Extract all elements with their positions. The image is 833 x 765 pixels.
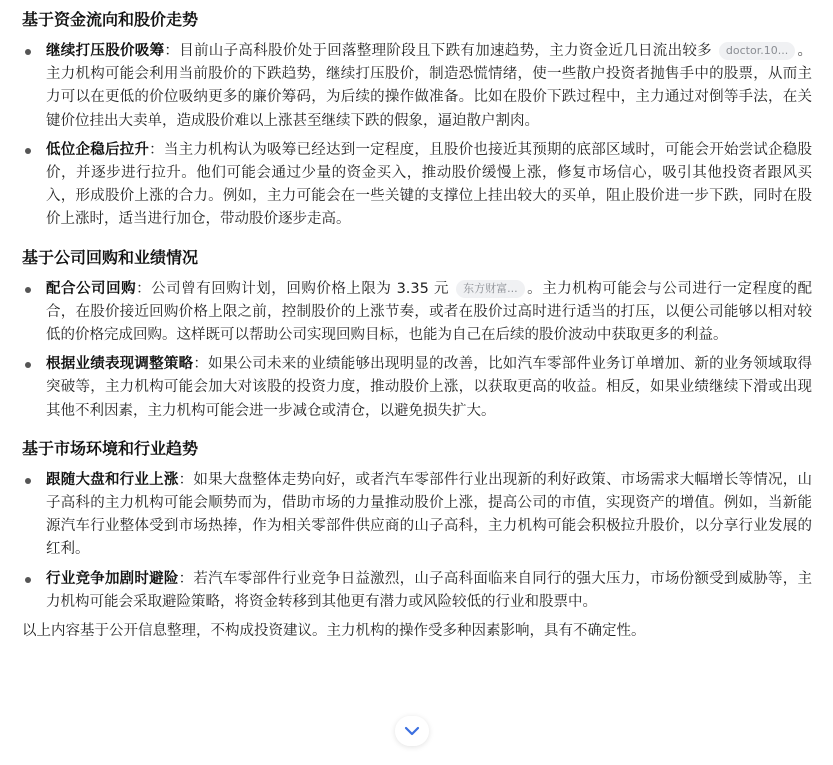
item-list	[22, 469, 812, 614]
list-item	[22, 353, 812, 423]
citation-chip[interactable]: 东方财富...	[456, 280, 525, 298]
item-list	[22, 278, 812, 423]
bullet-dot	[25, 287, 31, 293]
item-title: 行业竞争加剧时避险	[46, 570, 179, 587]
section-title: 基于公司回购和业绩情况	[22, 247, 199, 267]
list-item	[22, 40, 812, 133]
chevron-down-icon	[404, 726, 420, 736]
answer-content	[22, 8, 812, 643]
item-text-continued: 。主力机构可能会与公司进行一定程度的配合，在股价接近回购价格上限之前，控制股价的上涨节奏，或者在股价过高时进行适当的打压，以便公司能够以相对较低的价格完成回购。这样既可以帮助公司实现回购目标，也能为自己在后续的股价波动中获取更多的利益。	[46, 280, 813, 344]
item-title: 继续打压股价吸筹	[46, 43, 165, 59]
bullet-dot	[25, 362, 31, 368]
list-item	[22, 139, 812, 232]
item-text: ：若汽车零部件行业竞争日益激烈，山子高科面临来自同行的强大压力，市场份额受到威胁等，主力机构可能会采取避险策略，将资金转移到其他更有潜力或风险较低的行业和股票中。	[46, 570, 813, 610]
item-list	[22, 40, 812, 232]
item-text: ：目前山子高科股价处于回落整理阶段且下跌有加速趋势，主力资金近几日流出较多	[164, 43, 712, 59]
section-fund-flow	[22, 8, 812, 232]
citation-chip[interactable]: doctor.10...	[719, 42, 795, 60]
list-item	[22, 568, 812, 614]
bullet-dot	[25, 478, 31, 484]
list-item	[22, 469, 812, 562]
item-text: ：如果公司未来的业绩能够出现明显的改善，比如汽车零部件业务订单增加、新的业务领域取得突破等，主力机构可能会加大对该股的投资力度，推动股价上涨，以获取更高的收益。相反，如果业绩继续下滑或出现其他不利因素，主力机构可能会进一步减仓或清仓，以避免损失扩大。	[46, 356, 813, 419]
section-market-industry	[22, 437, 812, 614]
item-title: 根据业绩表现调整策略	[46, 356, 194, 373]
item-title: 配合公司回购	[46, 280, 137, 297]
bullet-dot	[25, 49, 31, 55]
disclaimer-text: 以上内容基于公开信息整理，不构成投资建议。主力机构的操作受多种因素影响，具有不确定性。	[22, 623, 646, 640]
section-title: 基于市场环境和行业趋势	[22, 438, 199, 458]
item-title: 低位企稳后拉升	[46, 141, 150, 158]
scroll-to-bottom-button[interactable]	[395, 716, 429, 746]
list-item	[22, 278, 812, 348]
item-title: 跟随大盘和行业上涨	[46, 471, 179, 488]
item-text: ：当主力机构认为吸筹已经达到一定程度，且股价也接近其预期的底部区域时，可能会开始尝试企稳股价，并逐步进行拉升。他们可能会通过少量的资金买入，推动股价缓慢上涨，修复市场信心，吸引其他投资者跟风买入，形成股价上涨的合力。例如，主力可能会在一些关键的支撑位上挂出较大的买单，阻止股价进一步下跌，同时在股价上涨时，适当进行加仓，带动股价逐步走高。	[46, 141, 813, 228]
bullet-dot	[25, 148, 31, 154]
item-text-continued: 。主力机构可能会利用当前股价的下跌趋势，继续打压股价，制造恐慌情绪，使一些散户投资者抛售手中的股票，从而主力可以在更低的价位吸纳更多的廉价筹码，为后续的操作做准备。比如在股价下跌过程中，主力通过对倒等手法，在关键价位挂出大卖单，造成股价难以上涨甚至继续下跌的假象，逼迫散户割肉。	[46, 43, 813, 129]
bullet-dot	[25, 577, 31, 583]
section-buyback-performance	[22, 246, 812, 423]
item-text: ：如果大盘整体走势向好，或者汽车零部件行业出现新的利好政策、市场需求大幅增长等情况，山子高科的主力机构可能会顺势而为，借助市场的力量推动股价上涨，提高公司的市值，实现资产的增值。例如，当新能源汽车行业整体受到市场热捧，作为相关零部件供应商的山子高科，主力机构可能会积极拉升股价，以分享行业发展的红利。	[46, 471, 813, 558]
item-text: ：公司曾有回购计划，回购价格上限为 3.35 元	[136, 280, 450, 297]
section-title: 基于资金流向和股价走势	[22, 10, 199, 29]
